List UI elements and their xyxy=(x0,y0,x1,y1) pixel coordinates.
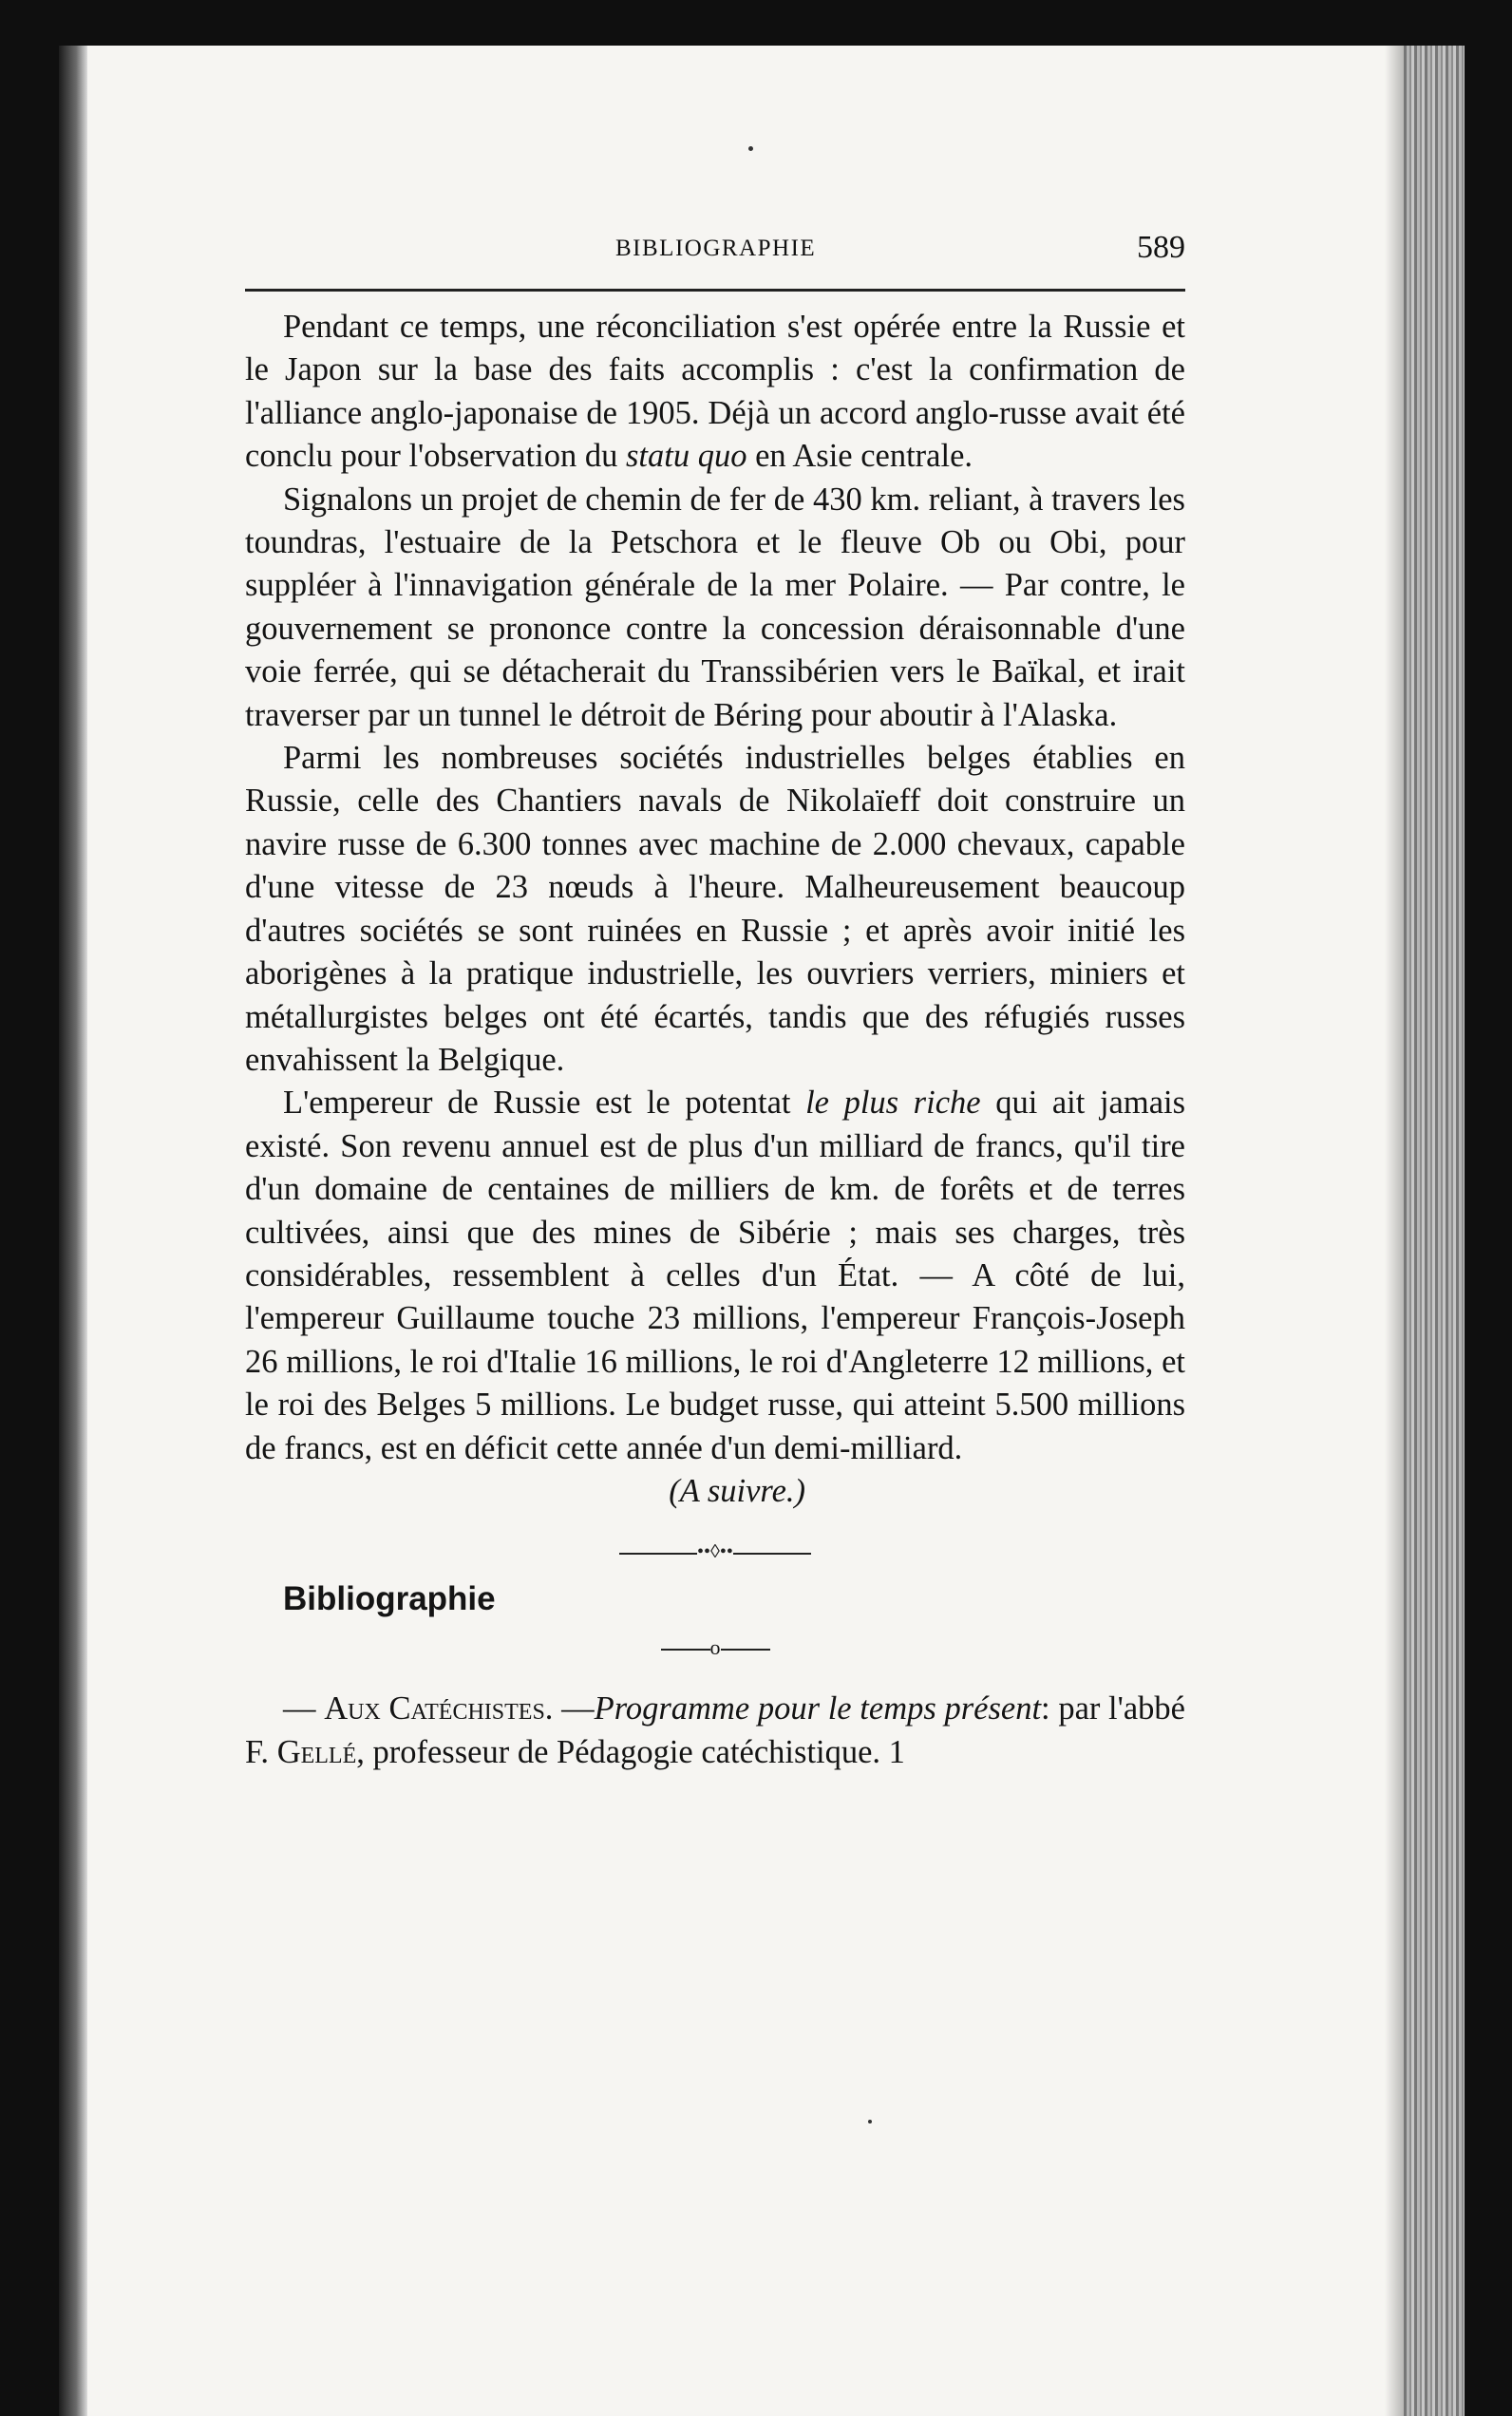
divider-circle: o xyxy=(709,1635,721,1660)
entry-title: Programme pour le temps présent xyxy=(594,1690,1042,1727)
page-edges xyxy=(1404,46,1465,2416)
ornament-glyph: ••◊•• xyxy=(697,1541,733,1563)
running-title: BIBLIOGRAPHIE xyxy=(615,236,817,261)
scan-speck xyxy=(868,2120,872,2123)
divider-line xyxy=(721,1649,770,1651)
divider-line xyxy=(733,1553,811,1555)
paragraph-text: L'empereur de Russie est le potentat xyxy=(283,1085,791,1122)
ornament-divider xyxy=(245,1538,1185,1566)
entry-dash: — xyxy=(283,1690,325,1727)
paragraph xyxy=(245,1082,1185,1470)
paragraph-text: en Asie centrale. xyxy=(755,438,973,475)
paragraph: Parmi les nombreuses sociétés industrielles belges établies en Russie, celle des Chantiers navals de Nikolaïeff doit construire un navire russe de 6.300 tonnes avec machine de 2.000 chevaux, capable d'une vitesse de 23 nœuds à l'heure. Malheureusement beaucoup d'autres sociétés se sont ruinées en Russie ; et après avoir initié les aborigènes à la pratique industrielle, les ouvriers verriers, miniers et métallurgistes belges ont été écartés, tandis que des réfugiés russes envahissent la Belgique. xyxy=(245,740,1185,1078)
to-be-continued xyxy=(245,1470,1185,1513)
scan-speck xyxy=(748,146,753,151)
entry-heading: Aux Catéchistes. xyxy=(324,1690,554,1727)
paragraph: Signalons un projet de chemin de fer de 430 km. reliant, à travers les toundras, l'estuaire de la Petschora et le fleuve Ob ou Obi, pour suppléer à l'innavigation générale de la mer Polaire. — Par contre, le gouvernement se prononce contre la concession déraisonnable d'une voie ferrée, qui se détacherait du Transsibérien vers le Baïkal, et irait traverser par un tunnel le détroit de Béring pour aboutir à l'Alaska. xyxy=(245,481,1185,733)
paragraph-text: Pendant ce temps, une réconciliation s'est opérée entre la Russie et le Japon sur la base des faits accomplis : c'est la confirmation de l'alliance anglo-japonaise de 1905. Déjà un accord anglo-russe avait été conclu pour l'observation du xyxy=(245,309,1185,475)
italic-phrase: le plus riche xyxy=(805,1085,981,1122)
small-divider xyxy=(245,1629,1185,1667)
divider-line xyxy=(619,1553,697,1555)
paragraph xyxy=(245,306,1185,479)
page-number: 589 xyxy=(1137,230,1185,265)
entry-author: Gellé xyxy=(276,1733,357,1770)
section-title: Bibliographie xyxy=(283,1580,496,1618)
continued-label: (A suivre.) xyxy=(669,1472,805,1509)
italic-phrase: statu quo xyxy=(625,438,747,475)
entry-text: : par l'abbé F. xyxy=(245,1690,1185,1770)
paragraph-text: qui ait jamais existé. Son revenu annuel est de plus d'un milliard de francs, qu'il tire d'un domaine de centaines de milliers de km. de forêts et de terres cultivées, ainsi que des mines de Sibérie ; mais ses charges, très considérables, ressemblent à celles d'un État. — A côté de lui, l'empereur Guillaume touche 23 millions, l'empereur François-Joseph 26 millions, le roi d'Italie 16 millions, le roi d'Angleterre 12 millions, et le roi des Belges 5 millions. Le budget russe, qui atteint 5.500 millions de francs, est en déficit cette année d'un demi-milliard. xyxy=(245,1085,1186,1466)
entry-dash: — xyxy=(553,1690,595,1727)
running-header xyxy=(245,230,1185,274)
bibliography-entry xyxy=(245,1688,1185,1774)
page-shadow xyxy=(1385,46,1404,2416)
header-rule xyxy=(245,289,1185,292)
binding-gutter xyxy=(59,46,87,2416)
divider-line xyxy=(661,1649,710,1651)
body-text xyxy=(245,306,1185,1774)
entry-text: , professeur de Pédagogie catéchistique. 1 xyxy=(356,1733,905,1770)
